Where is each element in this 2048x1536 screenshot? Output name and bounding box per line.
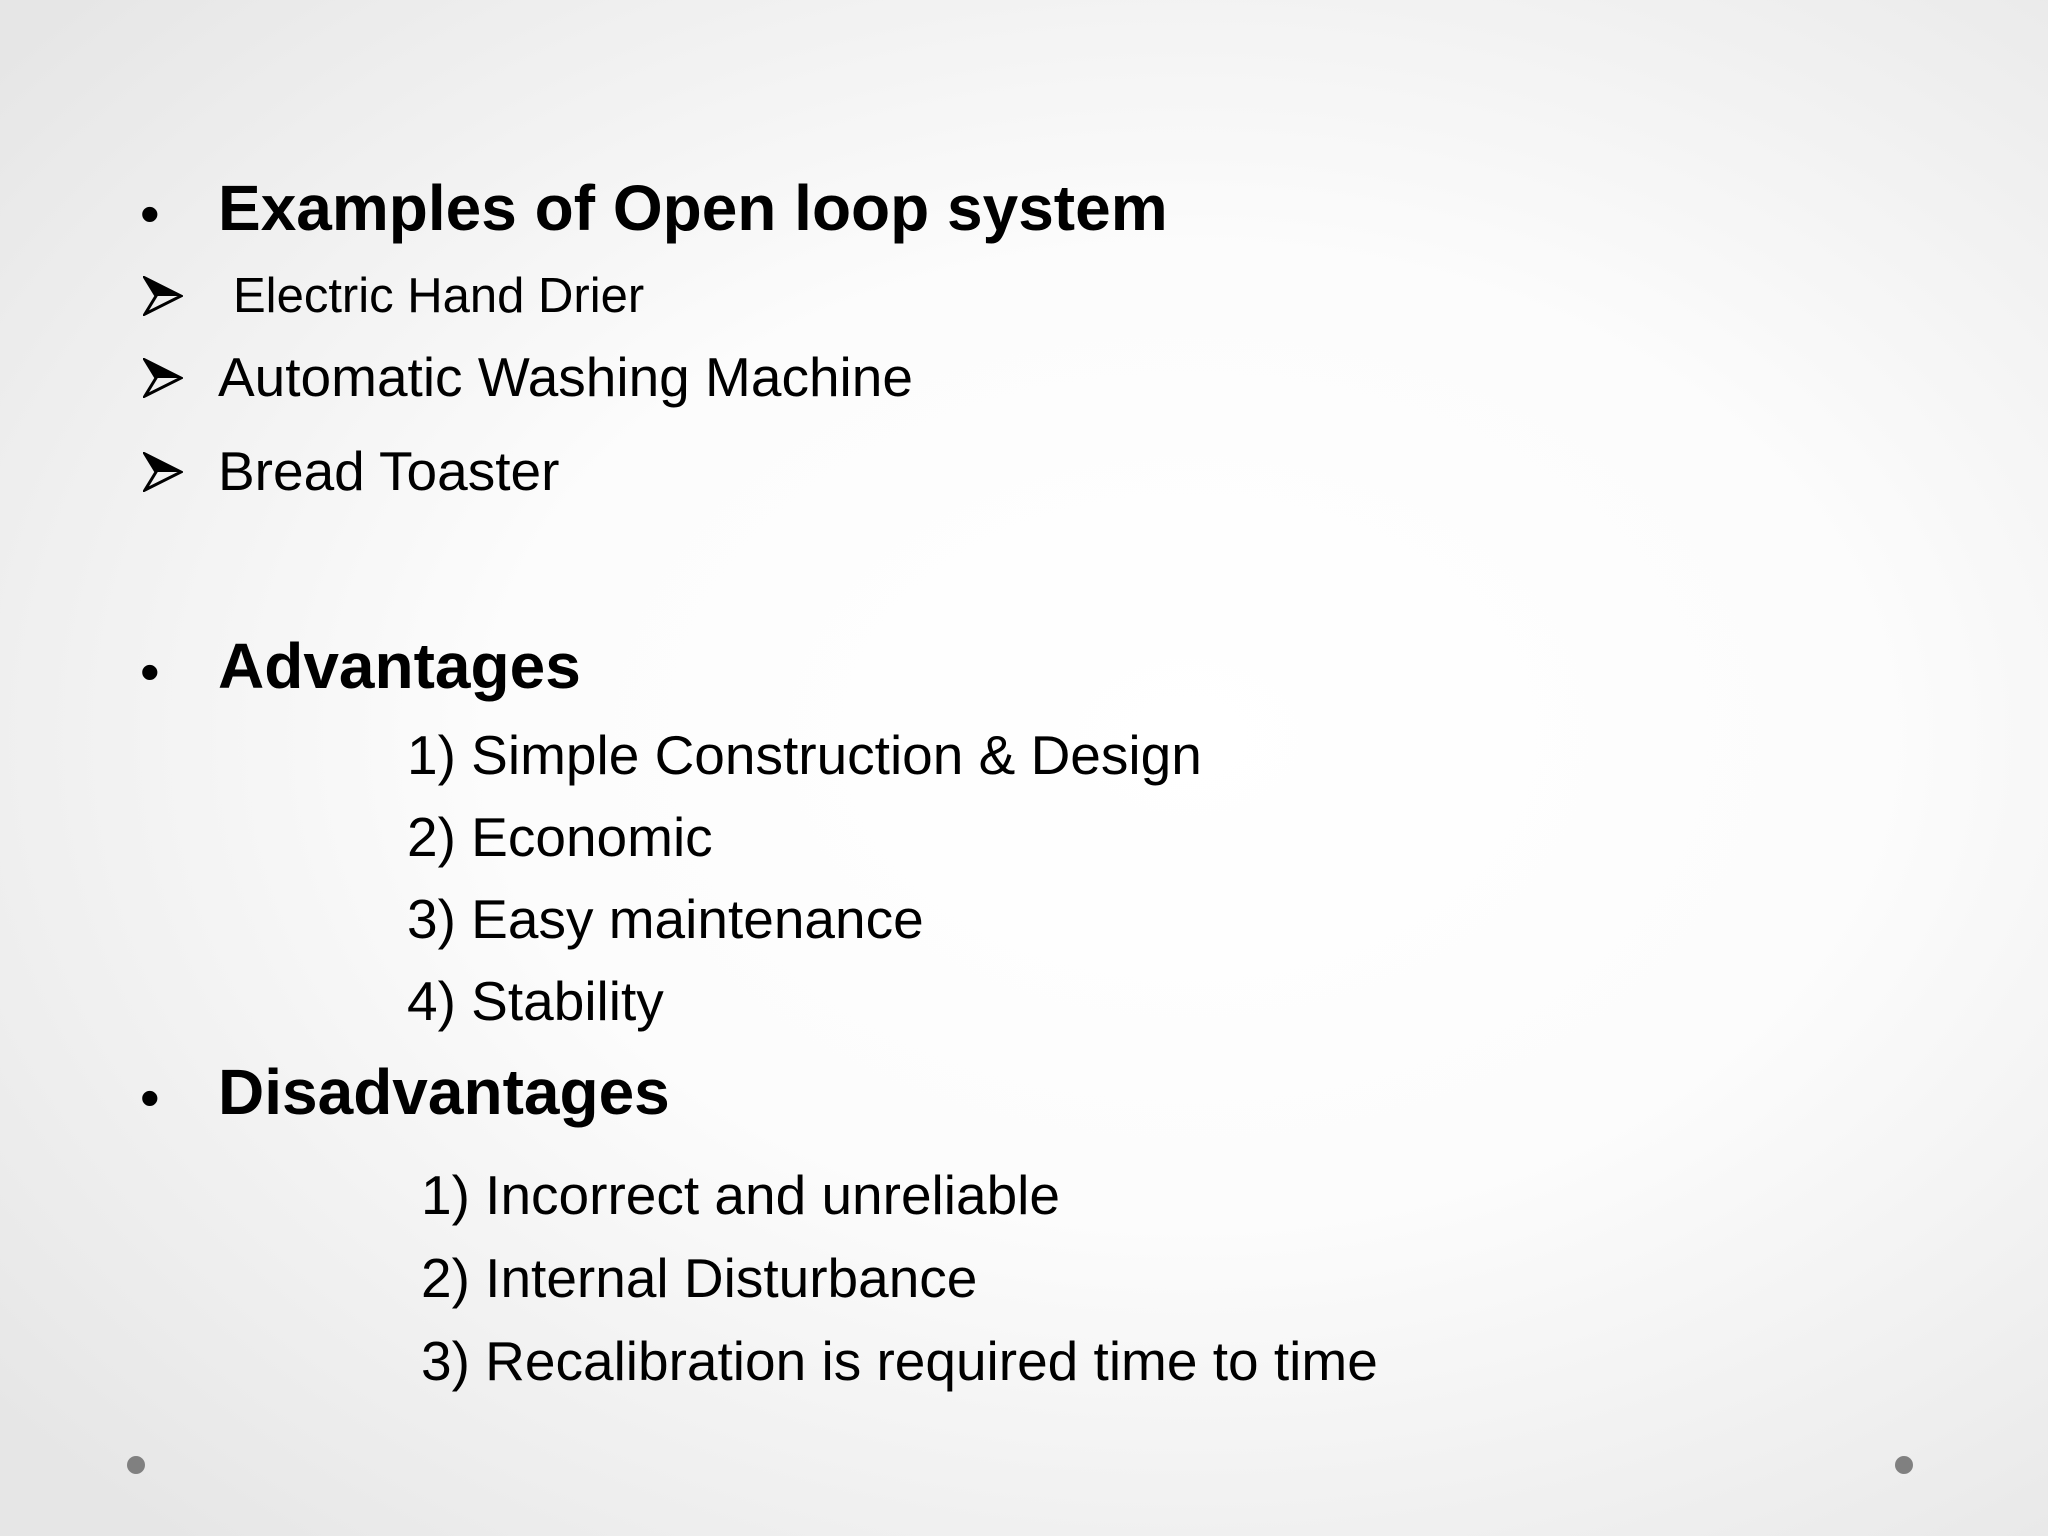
heading-bullet: • [140, 182, 160, 245]
heading-bullet: • [140, 1066, 160, 1129]
advantage-item-3: 3) Easy maintenance [407, 888, 924, 950]
advantage-item-4: 4) Stability [407, 970, 664, 1032]
disadvantages-heading: Disadvantages [218, 1056, 670, 1128]
example-item-3: Bread Toaster [218, 440, 560, 502]
corner-dot-left [127, 1456, 145, 1474]
advantage-item-1: 1) Simple Construction & Design [407, 724, 1202, 786]
advantage-item-2: 2) Economic [407, 806, 713, 868]
advantages-heading: Advantages [218, 630, 581, 702]
arrow-bullet-icon [143, 276, 183, 316]
example-item-2: Automatic Washing Machine [218, 346, 913, 408]
example-item-1: Electric Hand Drier [233, 269, 645, 323]
disadvantage-item-1: 1) Incorrect and unreliable [421, 1164, 1060, 1226]
examples-heading: Examples of Open loop system [218, 172, 1168, 244]
heading-bullet: • [140, 640, 160, 703]
disadvantage-item-3: 3) Recalibration is required time to time [421, 1330, 1378, 1392]
arrow-bullet-icon [143, 452, 183, 492]
arrow-bullet-icon [143, 358, 183, 398]
corner-dot-right [1895, 1456, 1913, 1474]
disadvantage-item-2: 2) Internal Disturbance [421, 1247, 978, 1309]
